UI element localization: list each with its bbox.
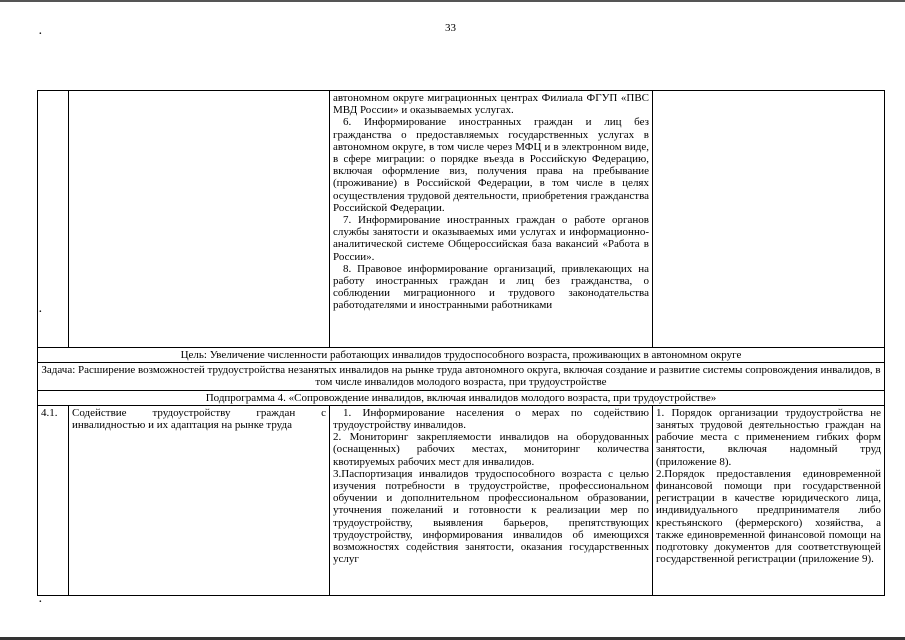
subprogram-text: Подпрограмма 4. «Сопровождение инвалидов, включая инвалидов молодого возраста, при трудоустройстве» (205, 391, 717, 404)
scan-edge-top (0, 0, 905, 2)
goal-text: Цель: Увеличение численности работающих инвалидов трудоспособного возраста, проживающих в автономном округе (180, 349, 742, 361)
goal-row (38, 347, 884, 362)
activities-cell (330, 406, 653, 595)
activity-item: 2. Мониторинг закрепляемости инвалидов на оборудованных (оснащенных) рабочих местах, мониторинг количества квотируемых рабочих мест для инвалидов. (333, 431, 649, 468)
activity-item: 1. Информирование населения о мерах по содействию трудоустройству инвалидов. (333, 406, 649, 432)
activity-item: 8. Правовое информирование организаций, привлекающих на работу иностранных граждан и лиц без гражданства, о соблюдении миграционного и трудового законодательства работодателями и иностранными работниками (333, 262, 649, 312)
activity-item: 3.Паспортизация инвалидов трудоспособного возраста с целью изучения потребности в трудоустройстве, профессиональном обучении и дополнительном профессиональном образовании, уточнения пожеланий и готовности к реализации мер по трудоустройству, выявления барьеров, препятствующих трудоустройству, информирования инвалидов об имеющихся возможностях содействия занятости, оказания государственных услуг (333, 467, 649, 566)
task-row (38, 362, 884, 389)
activity-item: 6. Информирование иностранных граждан и лиц без гражданства о предоставляемых государственных услугах в автономном округе, в том числе через МФЦ и в электронном виде, в сфере миграции: о порядке въезда в Российскую Федерацию, включая оформление виз, получения права на пребывание (проживание) в Российской Федерации, в том числе в целях осуществления трудовой деятельности, приобретения гражданства Российской Федерации. (333, 116, 649, 214)
program-table (37, 90, 885, 596)
subprogram-row (38, 390, 884, 405)
activity-item: автономном округе миграционных центрах Филиала ФГУП «ПВС МВД России» и оказываемых услугах. (333, 92, 649, 117)
table-row (38, 405, 884, 595)
scan-dot: · (38, 27, 43, 42)
task-text: Задача: Расширение возможностей трудоустройства незанятых инвалидов на рынке труда автономного округа, включая создание и развитие системы сопровождения инвалидов, в том числе инвалидов молодого возраста, при трудоустройстве (41, 364, 881, 389)
activity-item: 7. Информирование иностранных граждан о работе органов службы занятости и оказываемых ими услугах и информационно-аналитической системе Общероссийская база вакансий «Работа в России». (333, 214, 649, 263)
table-row (38, 91, 884, 347)
measure-name: Содействие трудоустройству граждан с инвалидностью и их адаптация на рынке труда (69, 406, 330, 595)
scan-dot: · (38, 595, 43, 610)
row-number: 4.1. (38, 406, 69, 595)
document-item: 2.Порядок предоставления единовременной финансовой помощи при государственной регистрации в качестве юридического лица, индивидуального предпринимателя либо крестьянского (фермерского) хозяйства, а также единовременной финансовой помощи на подготовку документов для соответствующей государственной регистрации (приложение 9). (656, 467, 881, 566)
page-number: 33 (445, 22, 456, 34)
documents-cell (653, 406, 884, 595)
activities-cell (330, 91, 653, 347)
document-item: 1. Порядок организации трудоустройства не занятых трудовой деятельностью граждан на рабочие места с применением гибких форм занятости, включая надомный труд (приложение 8). (656, 406, 881, 468)
scan-dot: · (38, 305, 43, 320)
